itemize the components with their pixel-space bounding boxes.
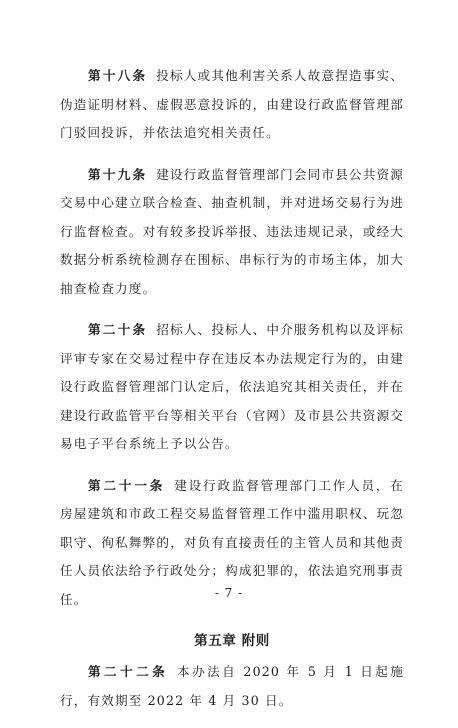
article-18 <box>60 62 404 148</box>
article-number: 第二十二条 <box>88 664 169 679</box>
article-text: 招标人、投标人、中介服务机构以及评标评审专家在交易过程中存在违反本办法规定行为的，由建设行政监督管理部门认定后，依法追究其相关责任，并在建设行政监管平台等相关平台（官网）及市县公共资源交易电子平台系统上予以公告。 <box>60 322 404 451</box>
document-body <box>60 62 404 728</box>
article-number: 第十九条 <box>88 166 148 182</box>
article-text: 本办法自 2020 年 5 月 1 日起施行，有效期至 2022 年 4 月 30 日。 <box>60 664 404 708</box>
article-text: 投标人或其他利害关系人故意捏造事实、伪造证明材料、虚假恶意投诉的，由建设行政监督管理部门驳回投诉，并依法追究相关责任。 <box>60 68 404 140</box>
article-20 <box>60 316 404 459</box>
article-text: 建设行政监督管理部门工作人员，在房屋建筑和市政工程交易监督管理工作中滥用职权、玩忽职守、徇私舞弊的，对负有直接责任的主管人员和其他责任人员依法给予行政处分；构成犯罪的，依法追究刑事责任。 <box>60 477 404 607</box>
article-number: 第二十条 <box>88 322 148 337</box>
article-text: 建设行政监督管理部门会同市县公共资源交易中心建立联合检查、抽查机制，并对进场交易行为进行监督检查。对有较多投诉举报、违法违规记录，或经大数据分析系统检测存在围标、串标行为的市场主体，加大抽查检查力度。 <box>60 166 404 296</box>
article-19 <box>60 161 404 304</box>
article-number: 第二十一条 <box>88 477 166 493</box>
article-22 <box>60 658 404 715</box>
page-number: - 7 - <box>214 586 244 600</box>
article-number: 第十八条 <box>88 68 148 83</box>
chapter-title: 第五章 附则 <box>194 633 270 649</box>
